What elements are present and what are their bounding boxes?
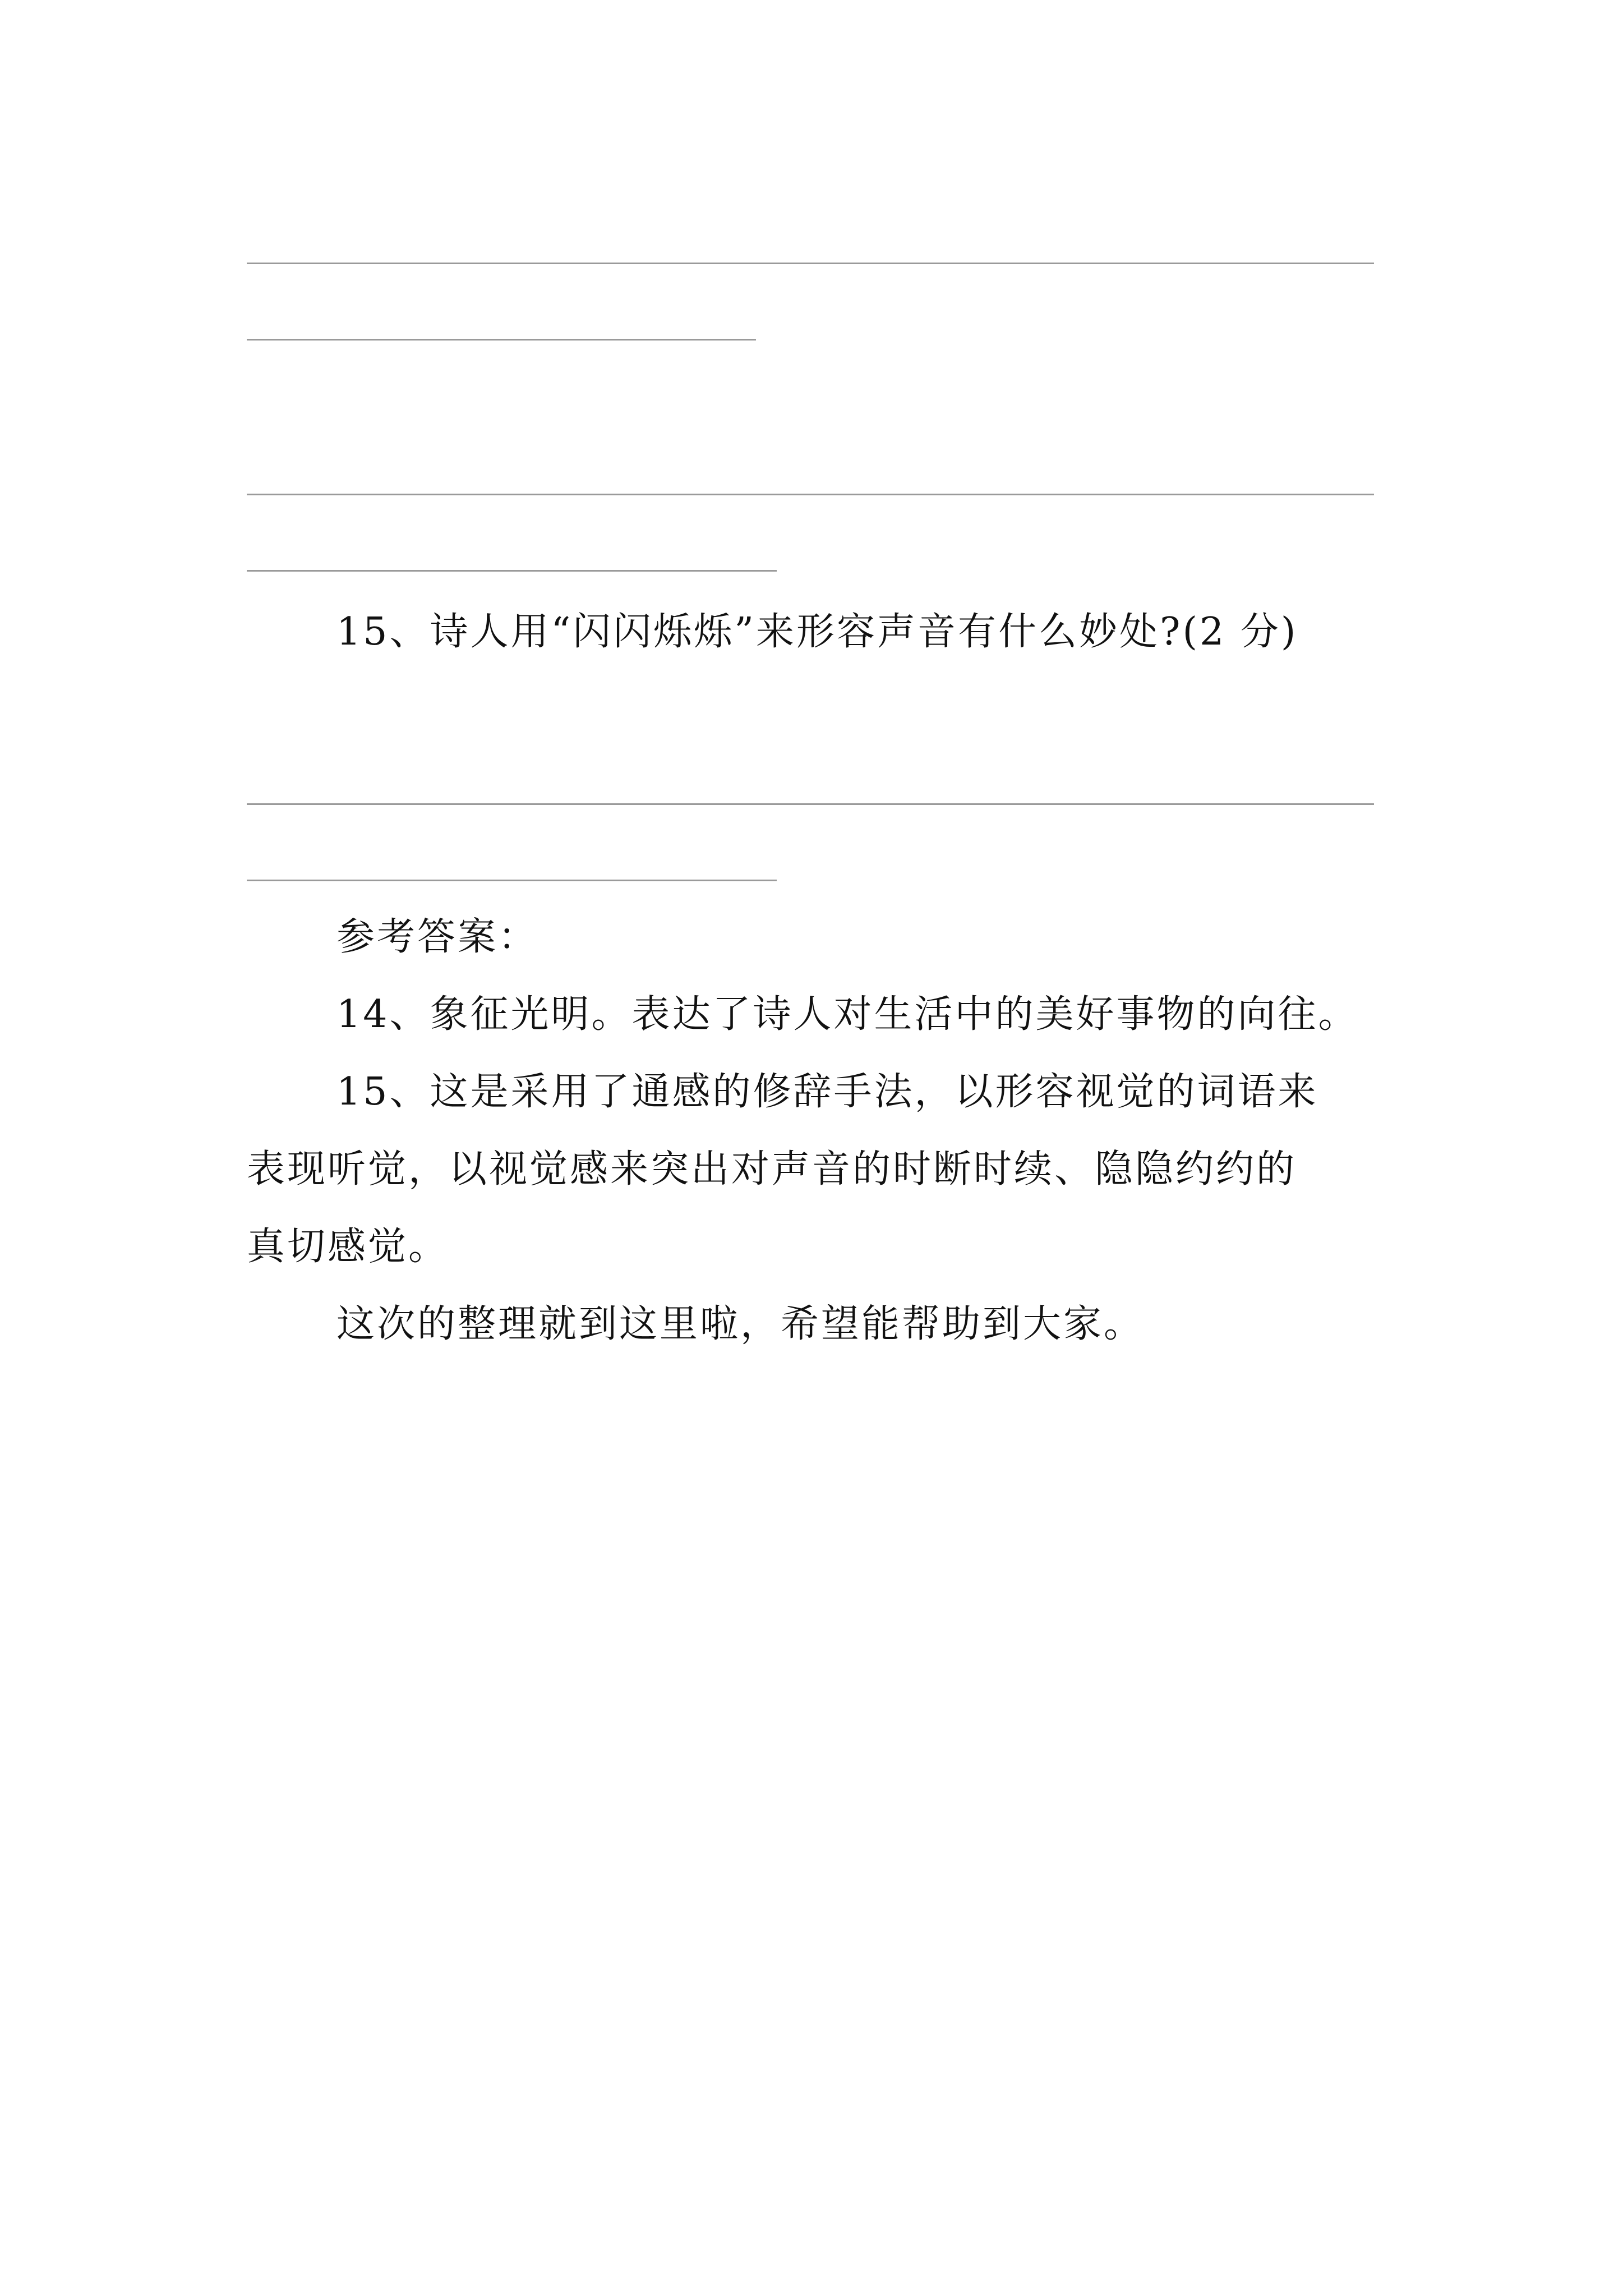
- answer-blank-line: [247, 880, 777, 881]
- question-15: 15、诗人用“闪闪烁烁”来形容声音有什么妙处?(2 分): [336, 610, 1298, 654]
- answer-key-heading: 参考答案：: [336, 915, 539, 959]
- answer-15-line: 表现听觉，以视觉感来突出对声音的时断时续、隐隐约约的: [247, 1147, 1297, 1191]
- answer-15-line: 真切感觉。: [247, 1225, 449, 1269]
- answer-14: 14、象征光明。表达了诗人对生活中的美好事物的向往。: [336, 992, 1359, 1037]
- answer-blank-line: [247, 263, 1374, 264]
- answer-blank-line: [247, 339, 756, 341]
- answer-blank-line: [247, 803, 1374, 805]
- answer-blank-line: [247, 494, 1374, 495]
- answer-blank-line: [247, 570, 777, 572]
- answer-15-line: 15、这是采用了通感的修辞手法，以形容视觉的词语来: [336, 1070, 1318, 1114]
- closing-remark: 这次的整理就到这里啦，希望能帮助到大家。: [336, 1302, 1145, 1346]
